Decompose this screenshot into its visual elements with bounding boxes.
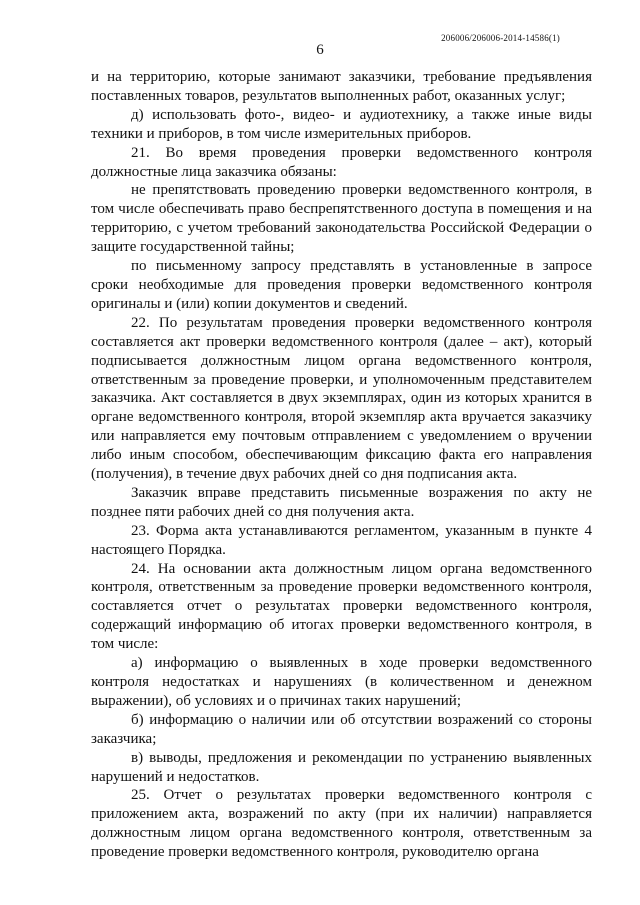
paragraph-23: 23. Форма акта устанавливаются регламентом, указанным в пункте 4 настоящего Порядка. xyxy=(91,522,592,558)
paragraph-22-objections: Заказчик вправе представить письменные возражения по акту не позднее пяти рабочих дней со дня получения акта. xyxy=(91,484,592,520)
page-number: 6 xyxy=(316,42,324,58)
paragraph-21-obligation-1: не препятствовать проведению проверки ведомственного контроля, в том числе обеспечивать право беспрепятственного доступа в помещения и на территорию, с учетом требований законодательства Российской Федерации о защите государственной тайны; xyxy=(91,182,592,256)
paragraph-24-item-b: б) информацию о наличии или об отсутствии возражений со стороны заказчика; xyxy=(91,711,592,747)
paragraph-21: 21. Во время проведения проверки ведомственного контроля должностные лица заказчика обязаны: xyxy=(91,144,592,180)
paragraph-continuation: и на территорию, которые занимают заказчики, требование предъявления поставленных товаров, результатов выполненных работ, оказанных услуг; xyxy=(91,69,592,104)
paragraph-25: 25. Отчет о результатах проверки ведомственного контроля с приложением акта, возражений по акту (при их наличии) направляется должностным лицом органа ведомственного контроля, ответственным за проведение проверки ведомственного контроля, руководителю органа xyxy=(91,787,592,861)
document-id: 206006/206006-2014-14586(1) xyxy=(441,33,560,43)
document-body xyxy=(91,68,592,862)
paragraph-24: 24. На основании акта должностным лицом органа ведомственного контроля, ответственным за проведение проверки ведомственного контроля, составляется отчет о результатах проверки ведомственного контроля, содержащий информацию об итогах проверки ведомственного контроля, в том числе: xyxy=(91,560,592,653)
paragraph-22: 22. По результатам проведения проверки ведомственного контроля составляется акт проверки ведомственного контроля (далее – акт), который подписывается должностным лицом органа ведомственного контроля, ответственным за проведение проверки, и уполномоченным представителем заказчика. Акт составляется в двух экземплярах, один из которых хранится в органе ведомственного контроля, второй экземпляр акта вручается заказчику или направляется ему почтовым отправлением с уведомлением о вручении либо иным способом, обеспечивающим фиксацию факта его направления (получения), в течение двух рабочих дней со дня подписания акта. xyxy=(91,314,592,483)
paragraph-24-item-v: в) выводы, предложения и рекомендации по устранению выявленных нарушений и недостатков. xyxy=(91,749,592,785)
paragraph-21-obligation-2: по письменному запросу представлять в установленные в запросе сроки необходимые для проведения проверки ведомственного контроля оригиналы и (или) копии документов и сведений. xyxy=(91,258,592,312)
paragraph-item-d: д) использовать фото-, видео- и аудиотехнику, а также иные виды техники и приборов, в том числе измерительных приборов. xyxy=(91,106,592,142)
paragraph-24-item-a: а) информацию о выявленных в ходе проверки ведомственного контроля недостатках и нарушениях (в количественном и денежном выражении), об условиях и о причинах таких нарушений; xyxy=(91,655,592,709)
